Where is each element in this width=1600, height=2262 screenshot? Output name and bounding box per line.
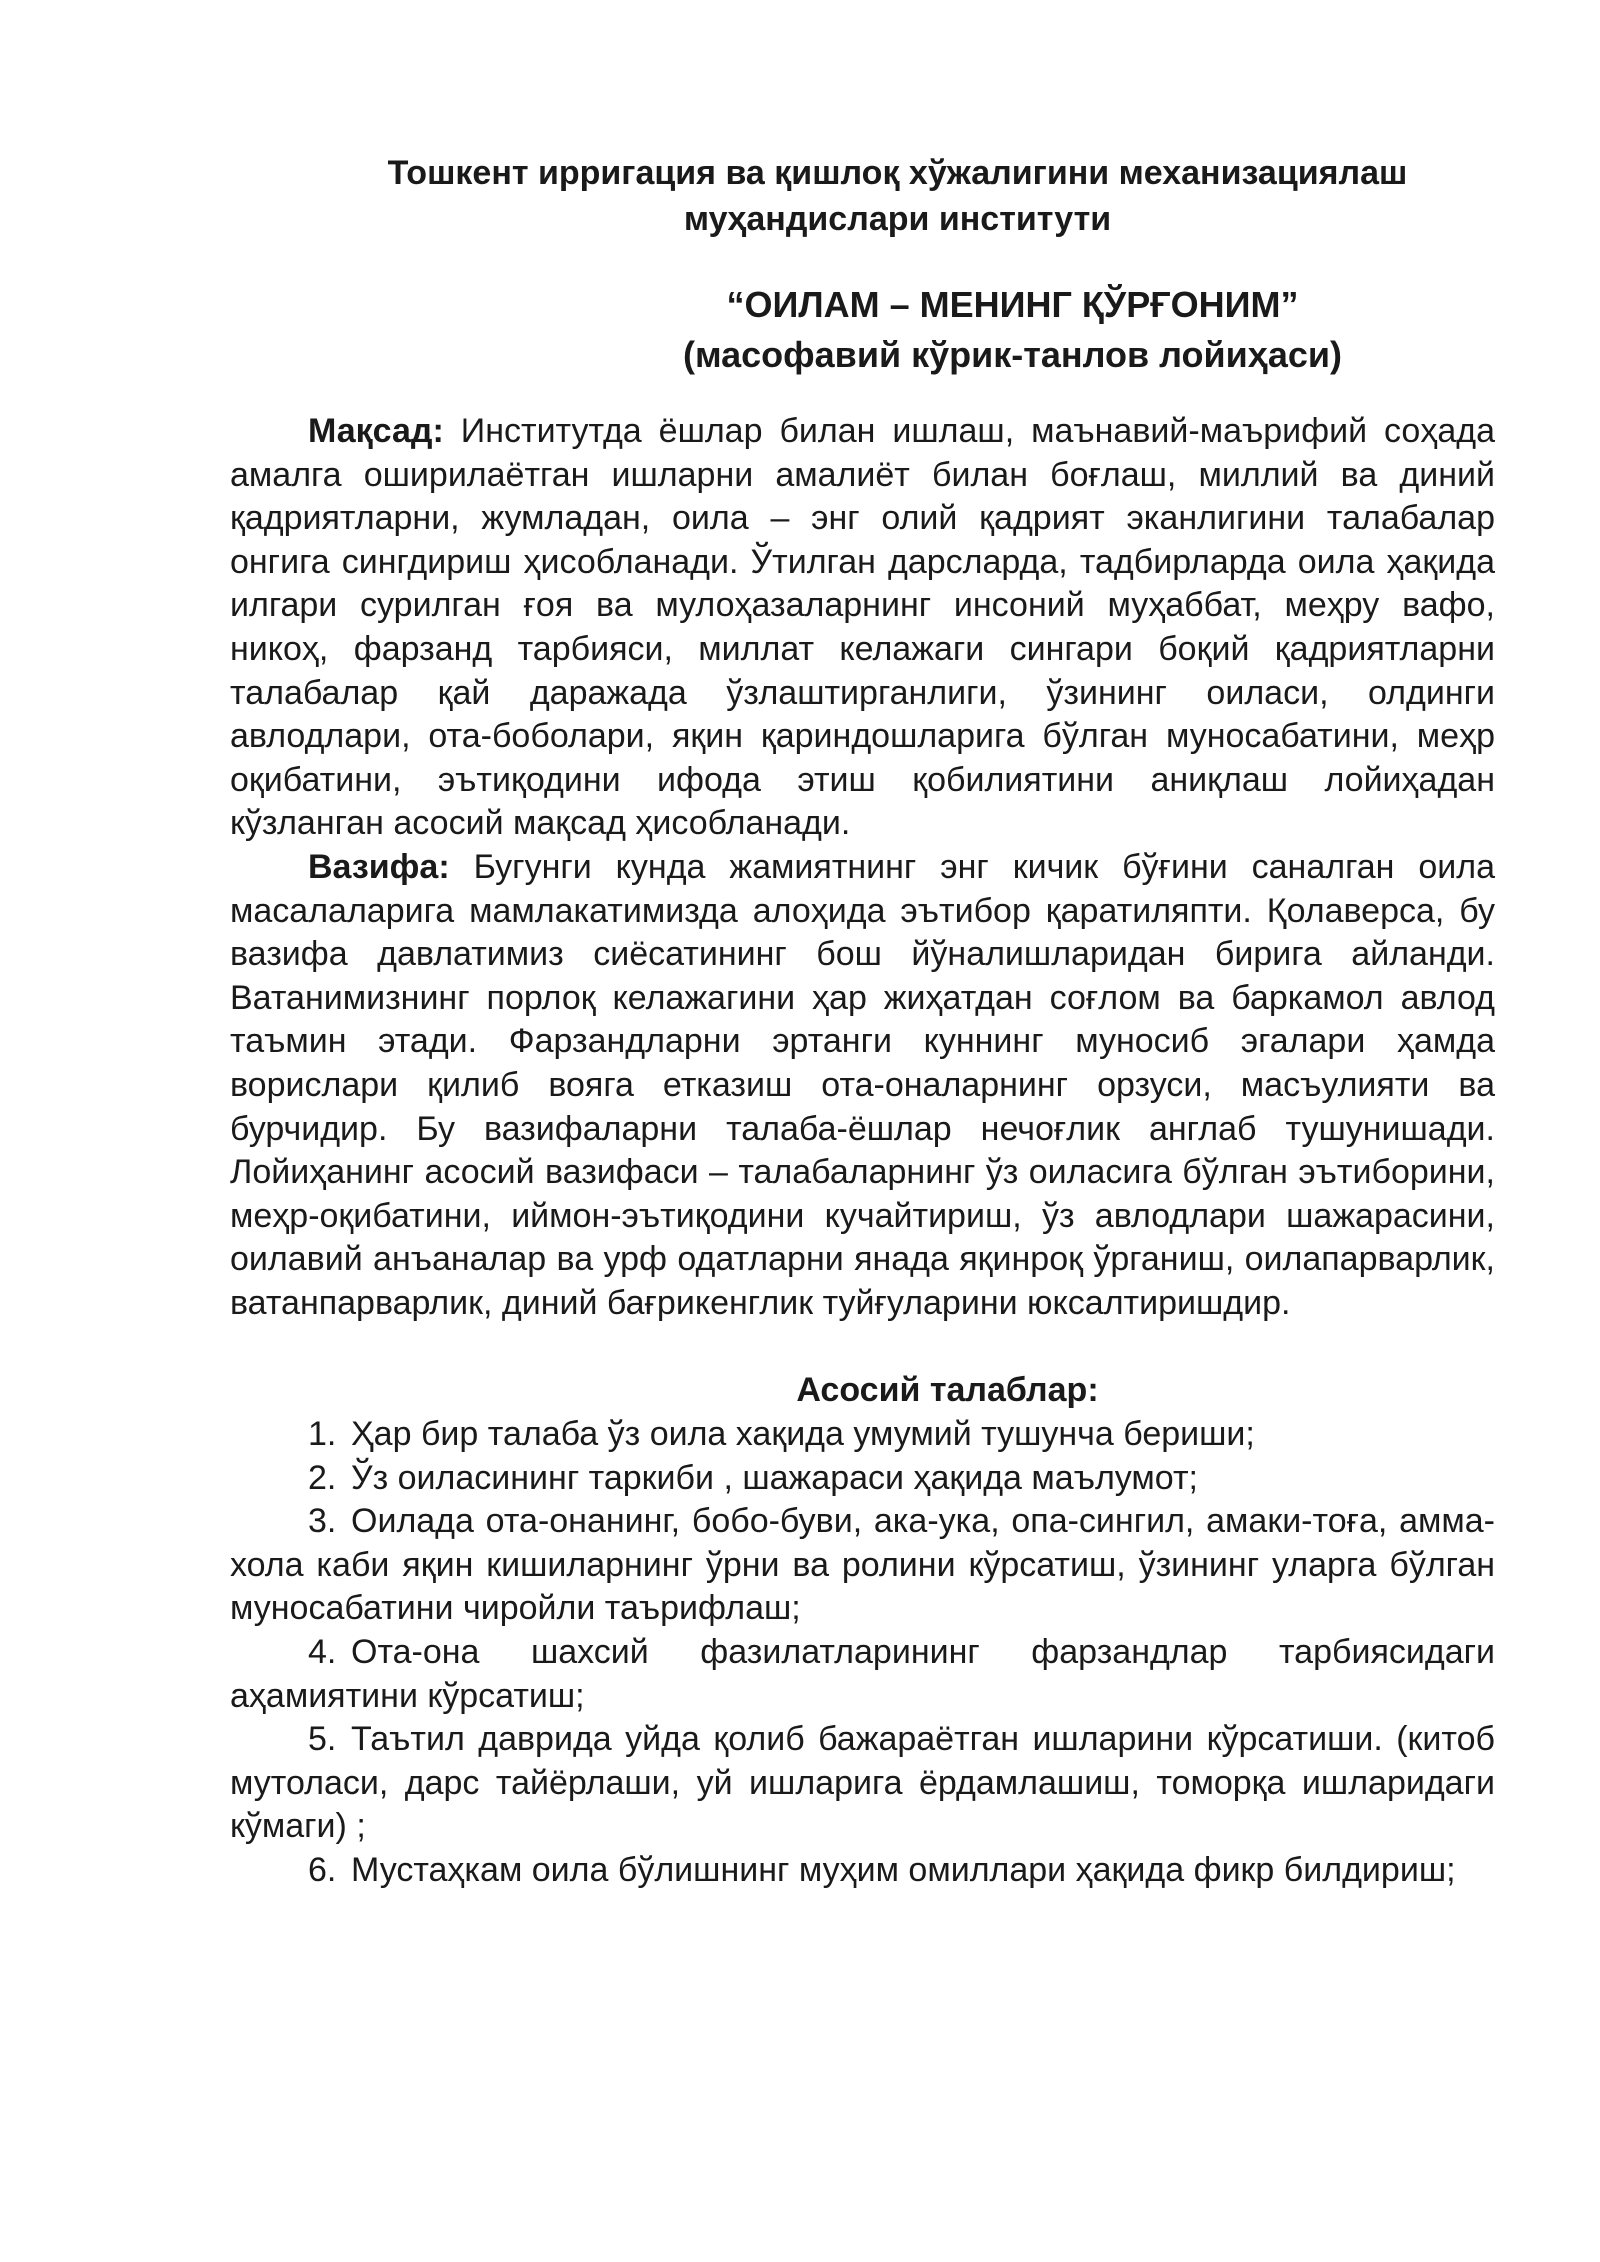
task-paragraph	[230, 846, 1495, 1326]
institute-name-line1: Тошкент ирригация ва қишлоқ хўжалигини механизациялаш	[387, 154, 1408, 192]
list-item-text: Мустаҳкам оила бўлишнинг муҳим омиллари ҳақида фикр билдириш;	[351, 1851, 1456, 1889]
list-item-number: 5.	[308, 1720, 337, 1759]
list-item-text: Ўз оиласининг таркиби , шажараси ҳақида маълумот;	[351, 1458, 1198, 1497]
list-item-number: 4.	[308, 1633, 337, 1672]
project-subtitle: (масофавий кўрик-танлов лойиҳаси)	[682, 334, 1342, 375]
list-item	[230, 1500, 1495, 1631]
requirements-title: Асосий талаблар:	[796, 1371, 1099, 1410]
list-item-text: Ота-она шахсий фазилатларининг фарзандлар тарбиясидаги аҳамиятини кўрсатиш;	[230, 1633, 1495, 1715]
document-body	[230, 410, 1495, 1893]
goal-text: Институтда ёшлар билан ишлаш, маънавий-маърифий соҳада амалга оширилаётган ишларни амалиёт билан боғлаш, миллий ва диний қадриятларни, жумладан, оила – энг олий қадрият эканлигини талабалар онгига сингдириш ҳисобланади. Ўтилган дарсларда, тадбирларда оила ҳақида илгари сурилган ғоя ва мулоҳазаларнинг инсоний муҳаббат, меҳру вафо, никоҳ, фарзанд тарбияси, миллат келажаги сингари боқий қадриятларни талабалар қай даражада ўзлаштирганлиги, ўзининг оиласи, олдинги авлодлари, ота-боболари, яқин қариндошларига бўлган муносабатини, меҳр оқибатини, эътиқодини ифода этиш қобилиятини аниқлаш лойиҳадан кўзланган асосий мақсад ҳисобланади.	[230, 412, 1495, 843]
list-item	[230, 1413, 1495, 1457]
list-item	[230, 1457, 1495, 1501]
list-item-number: 3.	[308, 1502, 337, 1541]
project-title: “ОИЛАМ – МЕНИНГ ҚЎРҒОНИМ”	[726, 284, 1299, 325]
list-item-text: Ҳар бир талаба ўз оила хақида умумий тушунча бериши;	[351, 1415, 1255, 1454]
project-heading	[230, 280, 1495, 380]
list-item-number: 1.	[308, 1415, 337, 1454]
list-item-text: Таътил даврида уйда қолиб бажараётган ишларини кўрсатиши. (китоб мутоласи, дарс тайёрлаши, уй ишларига ёрдамлашиш, томорқа ишларидаги кўмаги) ;	[230, 1720, 1495, 1846]
requirements-list	[230, 1413, 1495, 1893]
list-item	[230, 1718, 1495, 1849]
task-label: Вазифа:	[308, 847, 450, 886]
goal-label: Мақсад:	[308, 412, 444, 450]
list-item	[230, 1849, 1495, 1893]
task-text: Бугунги кунда жамиятнинг энг кичик бўғини саналган оила масалаларига мамлакатимизда алоҳида эътибор қаратиляпти. Қолаверса, бу вазифа давлатимиз сиёсатининг бош йўналишларидан бирига айланди. Ватанимизнинг порлоқ келажагини ҳар жиҳатдан соғлом ва баркамол авлод таъмин этади. Фарзандларни эртанги куннинг муносиб эгалари ҳамда ворислари қилиб вояга етказиш ота-оналарнинг орзуси, масъулияти ва бурчидир. Бу вазифаларни талаба-ёшлар нечоғлик англаб тушунишади. Лойиҳанинг асосий вазифаси – талабаларнинг ўз оиласига бўлган эътиборини, меҳр-оқибатини, иймон-эътиқодини кучайтириш, ўз авлодлари шажарасини, оилавий анъаналар ва урф одатларни янада яқинроқ ўрганиш, оилапарварлик, ватанпарварлик, диний бағрикенглик туйғуларини юксалтиришдир.	[230, 847, 1495, 1322]
institute-name-line2: муҳандислари институти	[683, 200, 1112, 238]
institute-heading	[230, 150, 1495, 242]
list-item	[230, 1631, 1495, 1718]
list-item-number: 6.	[308, 1851, 337, 1889]
list-item-text: Оилада ота-онанинг, бобо-буви, ака-ука, опа-сингил, амаки-тоға, амма-хола каби яқин кишиларнинг ўрни ва ролини кўрсатиш, ўзининг уларга бўлган муносабатини чиройли таърифлаш;	[230, 1502, 1495, 1628]
goal-paragraph	[230, 410, 1495, 846]
list-item-number: 2.	[308, 1458, 337, 1497]
